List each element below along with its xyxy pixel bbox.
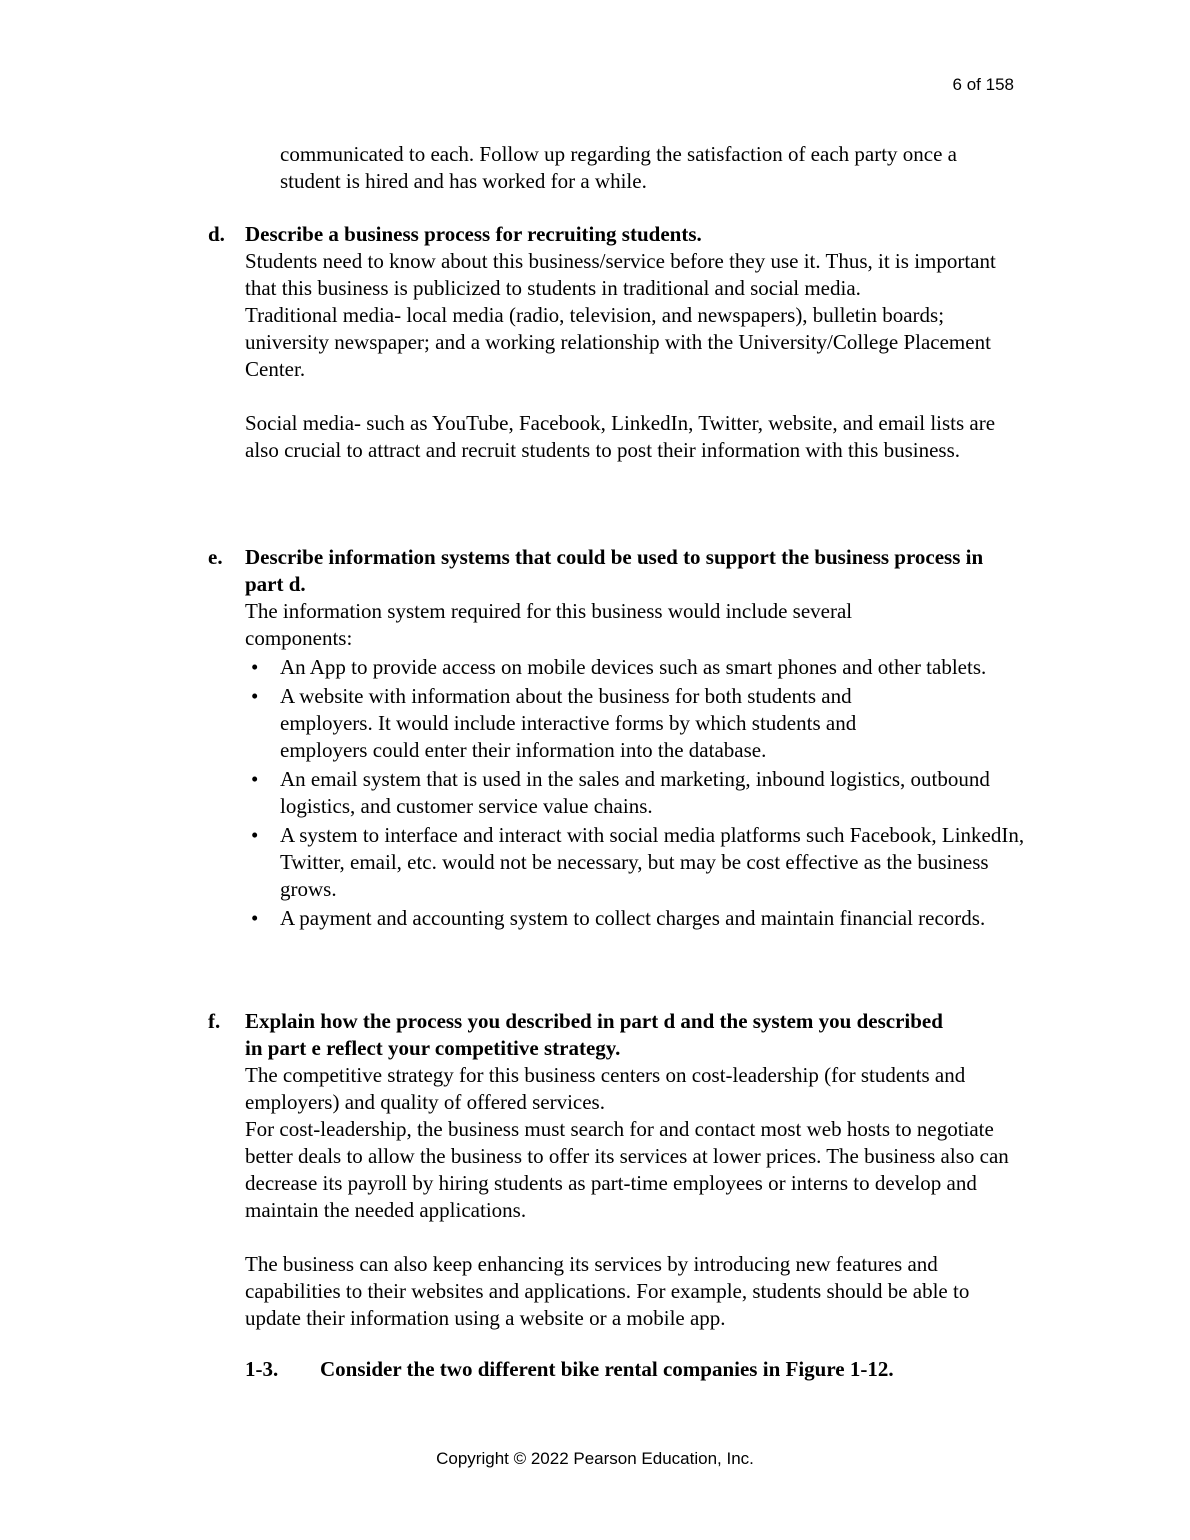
question-number: 1-3. bbox=[245, 1357, 279, 1381]
section-label: f. bbox=[208, 1009, 221, 1033]
paragraph: The competitive strategy for this business centers on cost-leadership (for students and employers) and quality of offered services. bbox=[245, 1063, 966, 1114]
section-f bbox=[208, 1008, 1025, 1332]
section-label: d. bbox=[208, 222, 225, 246]
list-item: • An email system that is used in the sales and marketing, inbound logistics, outbound logistics, and customer service value chains. bbox=[245, 766, 1025, 820]
question-heading: Explain how the process you described in part d and the system you described in part e reflect your competitive strategy. bbox=[245, 1009, 943, 1060]
question-heading: Describe information systems that could be used to support the business process in part d. bbox=[245, 545, 984, 596]
section-d bbox=[208, 221, 1025, 464]
bullet-list bbox=[245, 654, 1025, 932]
list-item: • A payment and accounting system to collect charges and maintain financial records. bbox=[245, 905, 1025, 932]
list-item: • An App to provide access on mobile devices such as smart phones and other tablets. bbox=[245, 654, 1025, 681]
list-item: • A system to interface and interact with social media platforms such Facebook, LinkedIn, Twitter, email, etc. would not be necessary, but may be cost effective as the business grows. bbox=[245, 822, 1025, 903]
question-heading: Describe a business process for recruiting students. bbox=[245, 222, 702, 246]
continuation-paragraph: communicated to each. Follow up regarding the satisfaction of each party once a student is hired and has worked for a while. bbox=[280, 142, 958, 193]
paragraph: Traditional media- local media (radio, television, and newspapers), bulletin boards; university newspaper; and a working relationship with the University/College Placement Center. bbox=[245, 303, 991, 381]
list-item: • A website with information about the business for both students and employers. It would include interactive forms by which students and employers could enter their information into the database. bbox=[245, 683, 1025, 764]
question-heading: Consider the two different bike rental companies in Figure 1-12. bbox=[320, 1357, 894, 1381]
paragraph: The information system required for this business would include several components: bbox=[245, 599, 853, 650]
copyright-footer: Copyright © 2022 Pearson Education, Inc. bbox=[436, 1449, 754, 1468]
page-indicator: 6 of 158 bbox=[952, 75, 1014, 94]
paragraph: For cost-leadership, the business must search for and contact most web hosts to negotiate better deals to allow the business to offer its services at lower prices. The business also can decrease its payroll by hiring students as part-time employees or interns to develop and maintain the needed applications. bbox=[245, 1117, 1009, 1222]
paragraph: The business can also keep enhancing its services by introducing new features and capabilities to their websites and applications. For example, students should be able to update their information using a website or a mobile app. bbox=[245, 1252, 970, 1330]
section-e bbox=[208, 544, 1025, 932]
section-label: e. bbox=[208, 545, 223, 569]
paragraph: Students need to know about this business/service before they use it. Thus, it is important that this business is publicized to students in traditional and social media. bbox=[245, 249, 996, 300]
paragraph: Social media- such as YouTube, Facebook, LinkedIn, Twitter, website, and email lists are also crucial to attract and recruit students to post their information with this business. bbox=[245, 411, 996, 462]
